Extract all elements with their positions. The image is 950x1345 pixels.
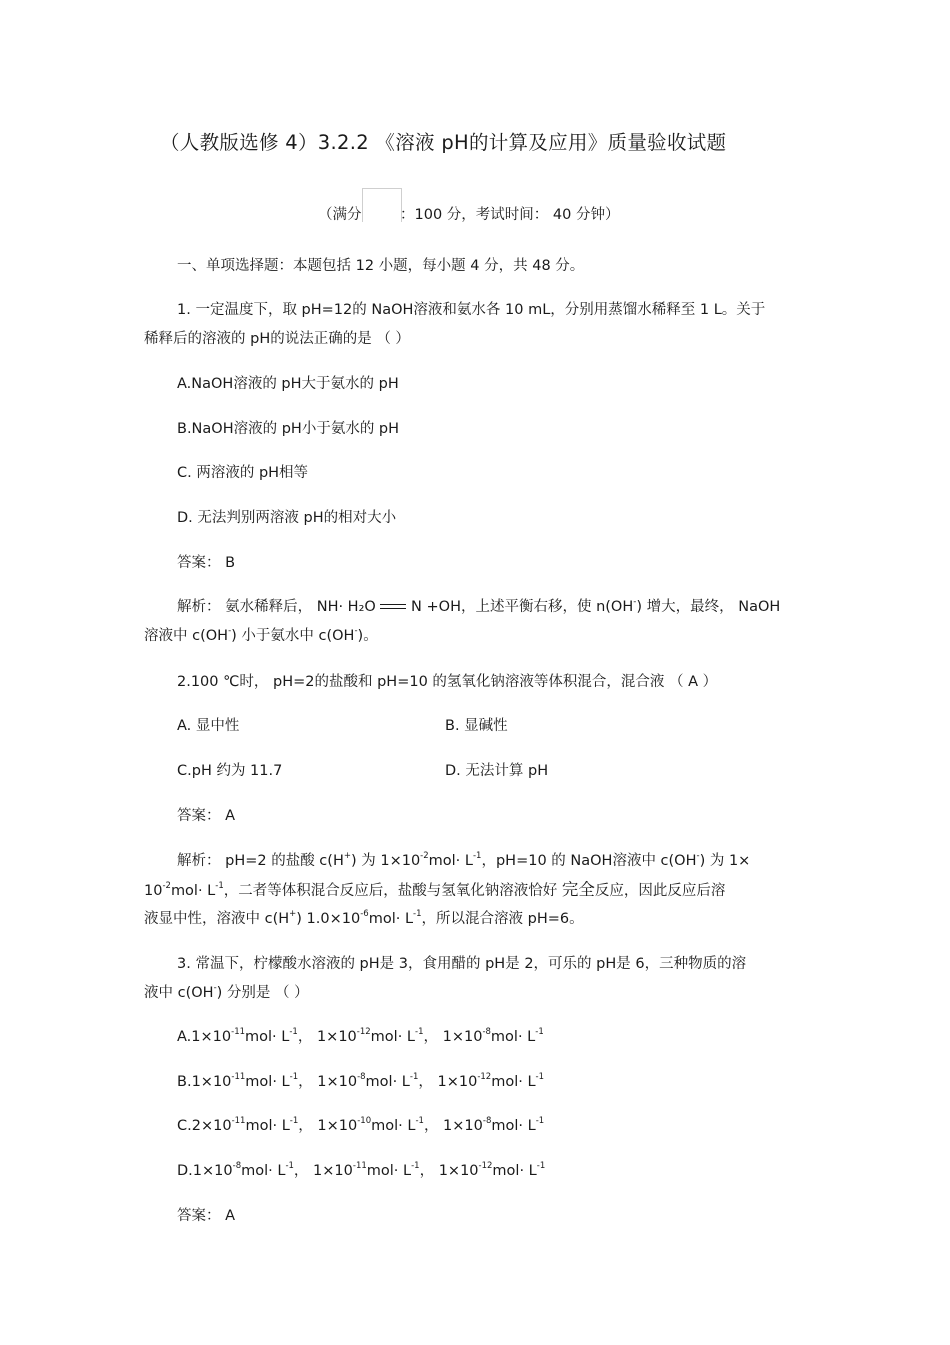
q3-stem-line2: 液中 c(OH-) 分别是 （ ） [144,983,309,1001]
q1-stem-line1: 1. 一定温度下，取 pH=12的 NaOH溶液和氨水各 10 mL，分别用蒸馏水稀释至 1 L。关于 [177,302,766,318]
q3-option-d: $D.1\times 10^{-8}mol\cdot L^{-1}$， $1\times 10^{-11}mol\cdot L^{-1}$， $1\times 10^{-12}mol\cdot L^{-1}$ [177,1161,546,1179]
q2-analysis-line3: 液显中性，溶液中 c(H+) $1.0\times 10^{-6}mol\cdot L^{-1}$，所以混合溶液 pH=6。 [144,909,584,927]
q1-stem-line2: 稀释后的溶液的 pH的说法正确的是 （ ） [144,331,410,347]
q3-option-b: $B.1\times 10^{-11}mol\cdot L^{-1}$， $1\times 10^{-8}mol\cdot L^{-1}$， $1\times 10^{-12}mol\cdot L^{-1}$ [177,1072,545,1090]
q2-analysis-line2: $10^{-2}mol\cdot L^{-1}$，二者等体积混合反应后，盐酸与氢氧化钠溶液恰好 完全反应，因此反应后溶 [144,880,726,899]
q1-option-a: A.NaOH溶液的 pH大于氨水的 pH [177,376,399,392]
page-title: （人教版选修 4）3.2.2 《溶液 pH的计算及应用》质量验收试题 [160,131,727,154]
q2-answer: 答案： A [177,808,236,824]
q1-option-c: C. 两溶液的 pH相等 [177,465,309,481]
q2-option-d: D. 无法计算 pH [445,763,549,779]
score-blank-box [362,188,402,222]
q3-answer: 答案： A [177,1208,236,1224]
equilibrium-arrow-icon [380,602,406,612]
q2-option-c: C.pH 约为 11.7 [177,763,283,779]
q1-analysis-line2: 溶液中 c(OH-) 小于氨水中 c(OH-)。 [144,626,378,644]
q1-answer: 答案： B [177,555,236,571]
q2-analysis-line1: 解析： pH=2 的盐酸 c(H+) 为 $1\times 10^{-2}mol\cdot L^{-1}$，pH=10 的 NaOH溶液中 c(OH-) 为 1× [177,851,751,869]
q2-stem: 2.100 ℃时， pH=2的盐酸和 pH=10 的氢氧化钠溶液等体积混合，混合液 （ A ） [177,674,718,690]
q3-option-a: $A.1\times 10^{-11}mol\cdot L^{-1}$， $1\times 10^{-12}mol\cdot L^{-1}$， $1\times 10^{-8}mol\cdot L^{-1}$ [177,1027,544,1045]
q2-option-a: A. 显中性 [177,718,240,734]
q1-analysis-line1: 解析： 氨水稀释后， NH· H₂O N +OH，上述平衡右移，使 n(OH-) 增大，最终， NaOH [177,597,781,615]
q1-option-b: B.NaOH溶液的 pH小于氨水的 pH [177,421,400,437]
q3-stem-line1: 3. 常温下，柠檬酸水溶液的 pH是 3，食用醋的 pH是 2，可乐的 pH是 6，三种物质的溶 [177,956,747,972]
section-header: 一、单项选择题：本题包括 12 小题，每小题 4 分，共 48 分。 [177,258,585,274]
exam-meta: ：100 分，考试时间： 40 分钟） [400,207,620,223]
full-score-label: （满分 [318,207,362,223]
q2-option-b: B. 显碱性 [445,718,508,734]
q1-option-d: D. 无法判别两溶液 pH的相对大小 [177,510,397,526]
q3-option-c: $C.2\times 10^{-11}mol\cdot L^{-1}$， $1\times 10^{-10}mol\cdot L^{-1}$， $1\times 10^{-8}mol\cdot L^{-1}$ [177,1116,545,1134]
